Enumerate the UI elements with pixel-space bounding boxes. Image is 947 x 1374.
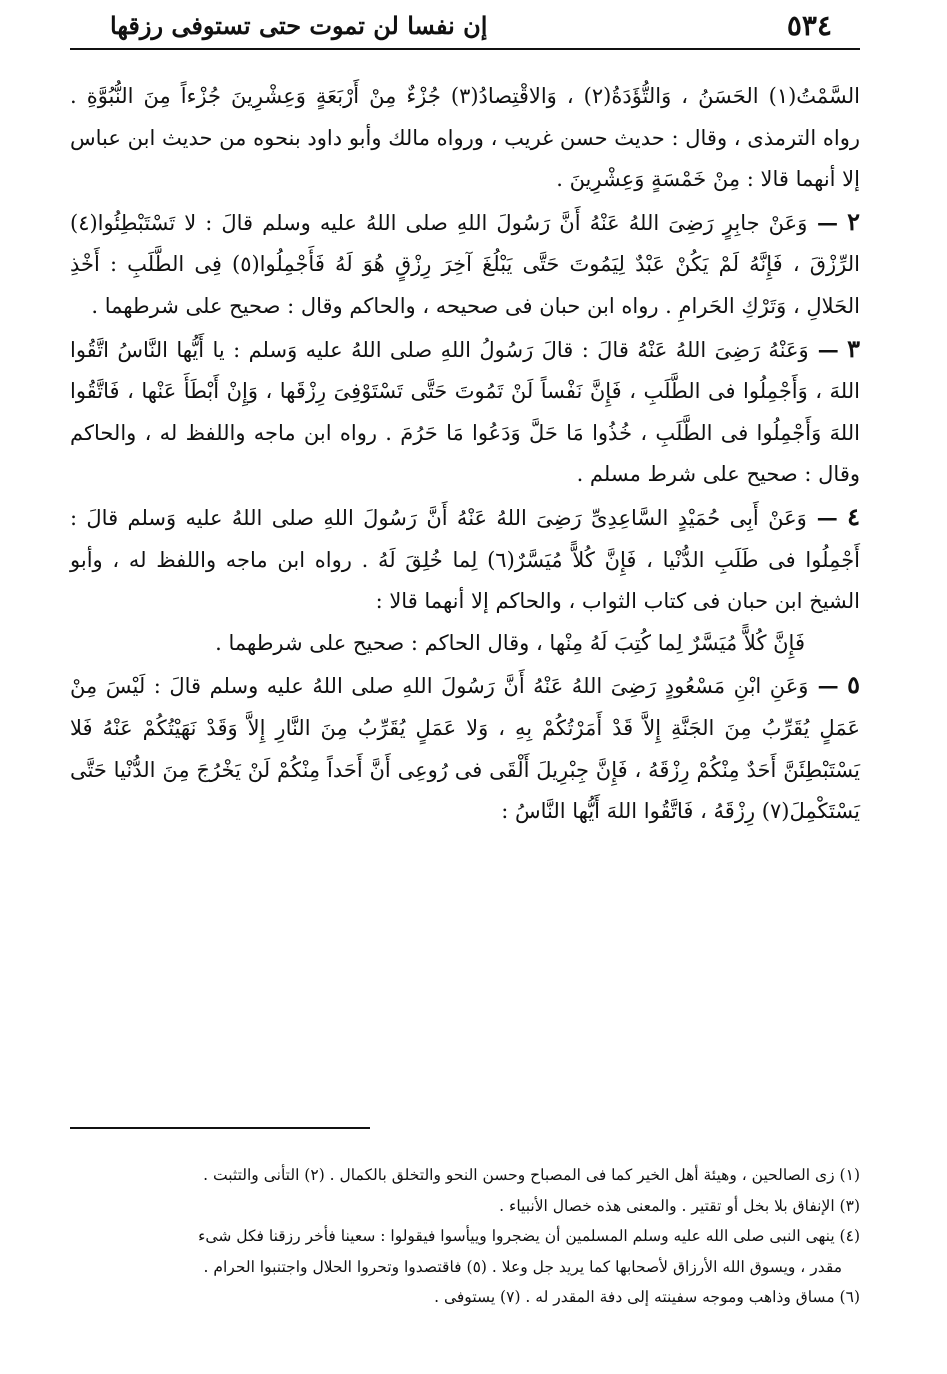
document-page	[70, 0, 860, 1374]
hadith-paragraph-continuation	[70, 76, 860, 201]
dash-separator: —	[808, 336, 839, 362]
footnote-line: (١) زى الصالحين ، وهيئة أهل الخير كما فى المصباح وحسن النحو والتخلق بالكمال . (٢) التأنى والتثبت .	[203, 1166, 860, 1184]
footnote-line: (٣) الإنفاق بلا بخل أو تقتير . والمعنى هذه خصال الأنبياء .	[499, 1196, 860, 1215]
paragraph-text: وَعَنْهُ رَضِىَ اللهُ عَنْهُ قالَ : قالَ رَسُولُ اللهِ صلى اللهُ عليه وَسلم : يا أَيُّها النَّاسُ اتَّقُوا اللهَ ، وَأَجْمِلُوا فى الطَّلَبِ ، فَإِنَّ نَفْساً لَنْ تَمُوتَ حَتَّى تَسْتَوْفِىَ رِزْقَها ، وَإِنْ أَبْطَأَ عَنْها ، فَاتَّقُوا اللهَ وَأَجْمِلُوا فى الطَّلَبِ ، خُذُوا مَا حَلَّ وَدَعُوا مَا حَرُمَ . رواه ابن ماجه واللفظ له ، والحاكم وقال : صحيح على شرط مسلم .	[70, 337, 860, 487]
hadith-number: ٢	[847, 206, 860, 236]
hadith-number: ٣	[847, 333, 861, 363]
hadith-number: ٥	[847, 670, 860, 700]
paragraph-text: وَعَنِ ابْنِ مَسْعُودٍ رَضِىَ اللهُ عَنْهُ أَنَّ رَسُولَ اللهِ صلى اللهُ عليه وسلم قالَ : لَيْسَ مِنْ عَمَلٍ يُقَرِّبُ مِنَ الجَنَّةِ إِلاَّ قَدْ أَمَرْتُكُمْ بِهِ ، وَلا عَمَلٍ يُقَرِّبُ مِنَ النَّارِ إِلاَّ وَقَدْ نَهَيْتُكُمْ عَنْهُ فَلا يَسْتَبْطِئَنَّ أَحَدٌ مِنْكُمْ رِزْقَهُ ، فَإِنَّ جِبْرِيلَ أَلْقَى فى رُوعِى أَنَّ أَحَداً مِنْكُمْ لَنْ يَخْرُجَ مِنَ الدُّنْيا حَتَّى يَسْتَكْمِلَ(٧) رِزْقَهُ ، فَاتَّقُوا اللهَ أَيُّها النَّاسُ :	[70, 674, 860, 824]
running-title: إن نفسا لن تموت حتى تستوفى رزقها	[110, 11, 488, 40]
page-header	[70, 6, 860, 46]
footnote-line: مقدر ، ويسوق الله الأرزاق لأصحابها كما يريد جل وعلا . (٥) فاقتصدوا وتحروا الحلال واجتنبوا الحرام .	[203, 1257, 842, 1276]
dash-separator: —	[807, 209, 839, 235]
footnote-line: (٤) ينهى النبى صلى الله عليه وسلم المسلمين أن يضجروا وييأسوا فيقولوا : سعينا فأخر رزقنا فكل شىء	[198, 1227, 860, 1245]
paragraph-text: وَعَنْ جابِرٍ رَضِىَ اللهُ عَنْهُ أَنَّ رَسُولَ اللهِ صلى اللهُ عليه وسلم قالَ : لا تَسْتَبْطِئُوا(٤) الرِّزْقَ ، فَإِنَّهُ لَمْ يَكُنْ عَبْدٌ لِيَمُوتَ حَتَّى يَبْلُغَ آخِرَ رِزْقٍ هُوَ لَهُ فَأَجْمِلُوا(٥) فِى الطَّلَبِ : أَخْذِ الحَلالِ ، وَتَرْكِ الحَرامِ . رواه ابن حبان فى صحيحه ، والحاكم وقال : صحيح على شرطهما .	[70, 210, 860, 318]
footnotes	[70, 1160, 860, 1313]
page-number: ٥٣٤	[786, 9, 832, 42]
header-rule	[70, 48, 860, 50]
dash-separator: —	[808, 673, 839, 699]
quote-text: فَإِنَّ كُلاًّ مُيَسَّرٌ لِما كُتِبَ لَهُ مِنْها ، وقال الحاكم : صحيح على شرطهما .	[215, 630, 805, 655]
paragraph-text: السَّمْتُ(١) الحَسَنُ ، وَالتُّؤَدَةُ(٢) ، وَالاقْتِصادُ(٣) جُزْءٌ مِنْ أَرْبَعَةٍ وَعِشْرِينَ جُزْءاً مِنَ النُّبُوَّةِ . رواه الترمذى ، وقال : حديث حسن غريب ، ورواه مالك وأبو داود بنحوه من حديث ابن عباس إلا أنهما قالا : مِنْ خَمْسَةٍ وَعِشْرِينَ .	[70, 84, 861, 192]
body-text	[70, 76, 860, 833]
hadith-paragraph-2	[70, 201, 860, 328]
hadith-paragraph-4	[70, 496, 860, 623]
paragraph-text: وَعَنْ أَبِى حُمَيْدٍ السَّاعِدِىِّ رَضِىَ اللهُ عَنْهُ أَنَّ رَسُولَ اللهِ صلى اللهُ عليه وَسلم قالَ : أَجْمِلُوا فى طَلَبِ الدُّنْيا ، فَإِنَّ كُلاًّ مُيَسَّرٌ(٦) لِما خُلِقَ لَهُ . رواه ابن ماجه واللفظ له ، وأبو الشيخ ابن حبان فى كتاب الثواب ، والحاكم إلا أنهما قالا :	[70, 505, 861, 614]
dash-separator: —	[806, 504, 838, 530]
alternate-wording-line	[70, 623, 860, 665]
hadith-paragraph-5	[70, 664, 860, 832]
hadith-paragraph-3	[70, 328, 860, 496]
hadith-number: ٤	[847, 501, 861, 531]
footnote-separator	[70, 1127, 370, 1129]
footnote-line: (٦) مساق وذاهب وموجه سفينته إلى دفة المقدر له . (٧) يستوفى .	[434, 1288, 860, 1306]
